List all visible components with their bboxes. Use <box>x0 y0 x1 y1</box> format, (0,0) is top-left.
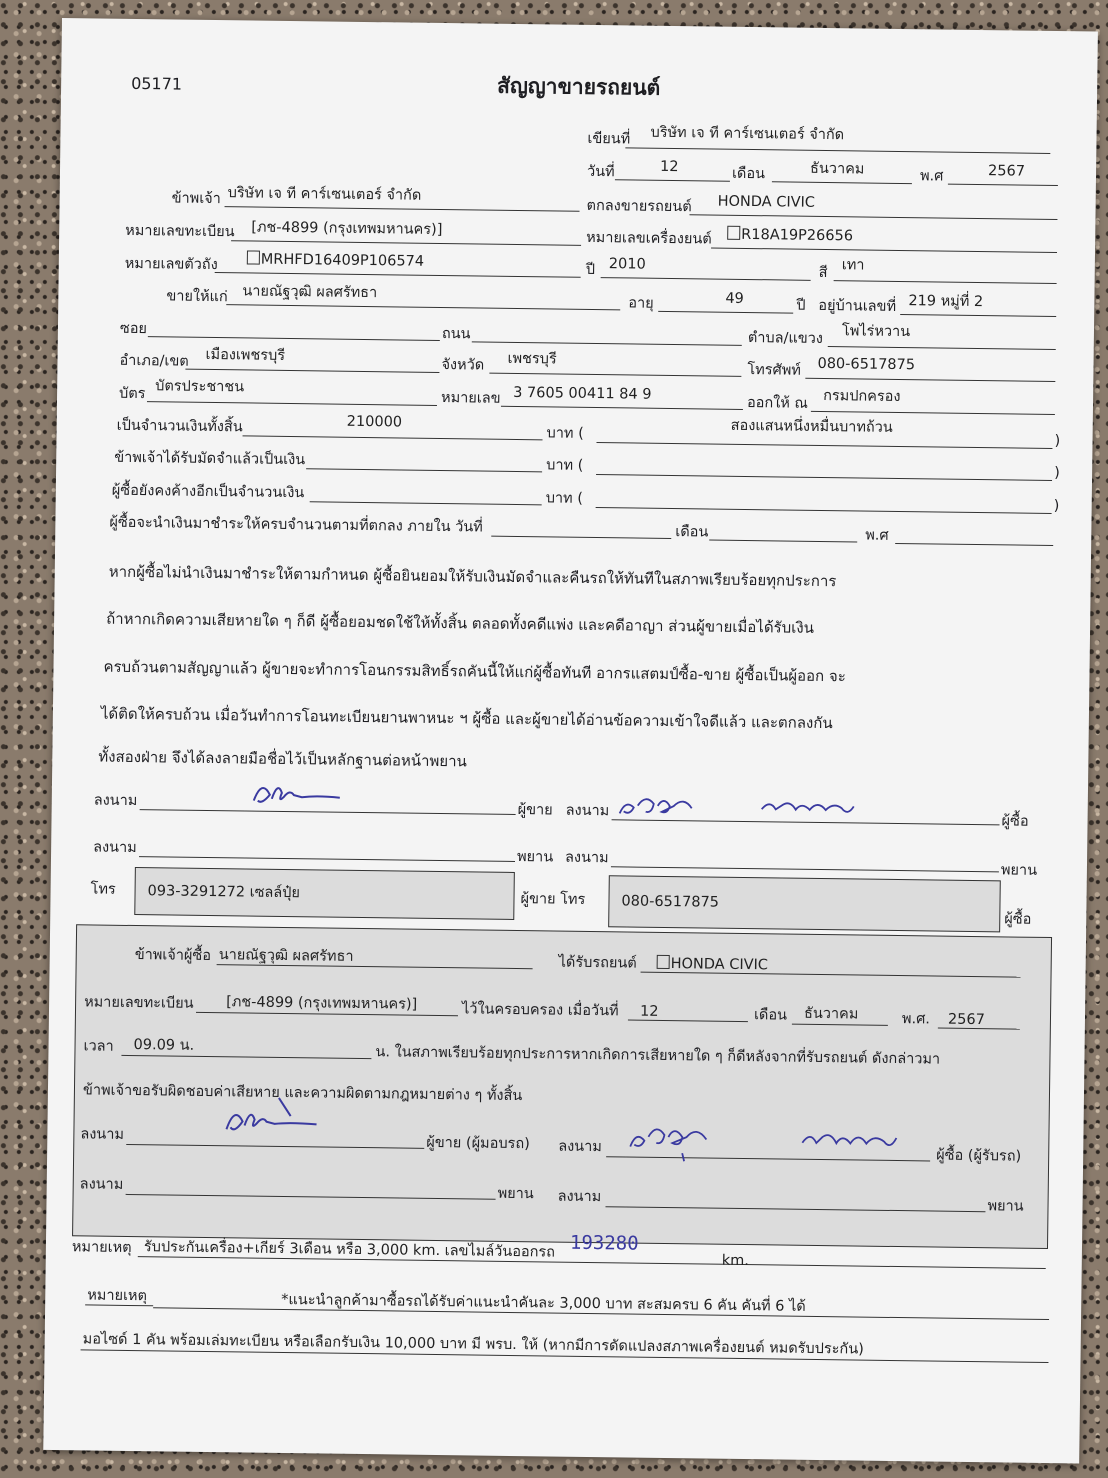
receipt-month-label: เดือน <box>753 1007 788 1024</box>
receipt-car-model: HONDA CIVIC <box>670 956 769 974</box>
subdistrict-line <box>828 346 1056 350</box>
buyer-phone-role-label: ผู้ซื้อ <box>1004 911 1032 928</box>
receipt-witness2-line <box>605 1206 985 1212</box>
card-line <box>147 401 437 406</box>
receipt-seller-signature <box>220 1095 331 1142</box>
witness2-sign-label: ลงนาม <box>564 849 609 867</box>
total-value: 210000 <box>346 413 403 431</box>
chassis-value <box>247 250 424 269</box>
buyer-sign-label: ลงนาม <box>565 802 610 820</box>
car-model-value: HONDA CIVIC <box>717 193 816 211</box>
subdistrict-value: โพไร่หวาน <box>841 323 911 341</box>
seller-signature <box>248 771 359 814</box>
district-value: เมืองเพชรบุรี <box>205 346 286 364</box>
age-value: 49 <box>725 290 744 307</box>
date-day-value: 12 <box>659 158 679 176</box>
written-at-value: บริษัท เจ ที คาร์เซนเตอร์ จำกัด <box>650 124 845 144</box>
receipt-reg-line <box>196 1012 458 1016</box>
receipt-reg-value: [ภช-4899 (กรุงเทพมหานคร)] <box>226 994 418 1013</box>
house-line <box>900 314 1056 317</box>
owing-baht-label: บาท ( <box>545 490 584 507</box>
district-line <box>185 369 439 373</box>
terms-line-1: หากผู้ซื้อไม่นำเงินมาชำระให้ตามกำหนด ผู้ซื้อยินยอมให้รับเงินมัดจำและคืนรถให้ทันทีในสภาพเรียบร้อยทุกประการ <box>108 562 837 591</box>
mileage-value: 193280 <box>569 1231 639 1255</box>
engine-checkbox <box>727 226 740 240</box>
registration-value: [ภช-4899 (กรุงเทพมหานคร)] <box>251 219 443 238</box>
receipt-witness2-role: พยาน <box>987 1198 1024 1215</box>
referral-note-1: *แนะนำลูกค้ามาซื้อรถได้รับค่าแนะนำคันละ 3,000 บาท สะสมครบ 6 คัน คันที่ 6 ได้ <box>281 1291 806 1315</box>
owing-words-line <box>596 507 1052 514</box>
written-at-line <box>625 147 1050 154</box>
note-line-1 <box>138 1252 1046 1270</box>
province-line <box>489 373 741 377</box>
deposit-close-paren: ) <box>1054 465 1060 482</box>
receipt-year-value: 2567 <box>947 1011 985 1029</box>
card-number-line <box>501 406 743 410</box>
receipt-month-value: ธันวาคม <box>803 1005 859 1023</box>
registration-label: หมายเลขทะเบียน <box>125 222 235 241</box>
phone-label: โทรศัพท์ <box>747 362 802 379</box>
pay-by-month-label: เดือน <box>675 524 709 541</box>
engine-number: R18A19P26656 <box>741 226 854 245</box>
month-value: ธันวาคม <box>809 160 865 178</box>
seller-role-label: ผู้ขาย <box>517 802 553 819</box>
terms-line-3: ครบถ้วนตามสัญญาแล้ว ผู้ขายจะทำการโอนกรรมสิทธิ์รถคันนี้ให้แก่ผู้ซื้อทันที อากรแสตมป์ซื้อ-ขาย ผู้ซื้อเป็นผู้ออก จะ <box>103 657 846 686</box>
year-line <box>948 184 1058 186</box>
color-value: เทา <box>841 257 865 274</box>
owing-close-paren: ) <box>1053 498 1060 515</box>
referral-note-2: มอไซด์ 1 คัน พร้อมเล่มทะเบียน หรือเลือกรับเงิน 10,000 บาท มี พรบ. ให้ (หากมีการดัดแปลงสภาพเครื่องยนต์ หมดรับประกัน) <box>82 1331 864 1358</box>
receipt-seller-role: ผู้ขาย (ผู้มอบรถ) <box>426 1134 530 1153</box>
pay-by-label: ผู้ซื้อจะนำเงินมาชำระให้ครบจำนวนตามที่ตกลง ภายใน วันที่ <box>109 514 483 536</box>
buyer-signature <box>611 783 882 831</box>
road-label: ถนน <box>441 326 471 343</box>
agree-sell-label: ตกลงขายรถยนต์ <box>586 197 692 216</box>
province-label: จังหวัด <box>441 356 485 374</box>
receipt-received-label: ได้รับรถยนต์ <box>558 954 637 972</box>
age-label: อายุ <box>628 295 654 312</box>
receipt-buyer-line <box>217 964 533 969</box>
receipt-car-line <box>641 972 1021 978</box>
written-at-label: เขียนที่ <box>587 130 631 148</box>
mileage-unit: km. <box>721 1252 750 1270</box>
card-number-value: 3 7605 00411 84 9 <box>513 384 652 403</box>
buyer-name-line <box>226 304 620 310</box>
receipt-box <box>72 924 1052 1249</box>
note-label-1: หมายเหตุ <box>71 1239 132 1257</box>
total-label: เป็นจำนวนเงินทั้งสิ้น <box>116 417 243 436</box>
color-line <box>834 280 1057 284</box>
issued-by-line <box>811 411 1055 415</box>
month-line <box>772 181 912 184</box>
soi-label: ซอย <box>119 320 148 338</box>
receipt-month-line <box>792 1024 888 1026</box>
seller-phone-box <box>134 867 515 920</box>
buyer-role-label: ผู้ซื้อ <box>1001 813 1029 830</box>
receipt-car-value <box>657 955 769 973</box>
registration-line <box>231 240 581 246</box>
receipt-time-label: เวลา <box>83 1038 114 1055</box>
sell-to-label: ขายให้แก่ <box>166 288 228 306</box>
note-label-2: หมายเหตุ <box>87 1287 148 1305</box>
seller-line <box>225 206 580 212</box>
seller-phone-value: 093-3291272 เซลล์ปุ๋ย <box>147 883 301 902</box>
issued-by-label: ออกให้ ณ <box>746 395 809 412</box>
receipt-day-value: 12 <box>639 1003 659 1020</box>
deposit-label: ข้าพเจ้าได้รับมัดจำแล้วเป็นเงิน <box>114 449 306 469</box>
phone-box-label: โทร <box>90 881 116 898</box>
receipt-time-value: 09.09 น. <box>133 1037 195 1054</box>
total-baht-label: บาท ( <box>546 425 584 442</box>
receipt-witness1-line <box>126 1194 496 1200</box>
month-label: เดือน <box>731 165 766 183</box>
color-label: สี <box>818 264 828 282</box>
model-year-line <box>601 277 811 281</box>
terms-line-4: ได้ติดให้ครบถ้วน เมื่อวันทำการโอนทะเบียนยานพาหนะ ฯ ผู้ซื้อ และผู้ขายได้อ่านข้อความเข้าใจดีแล้ว และตกลงกัน <box>100 704 833 733</box>
age-line <box>658 311 793 314</box>
engine-value <box>727 226 853 244</box>
contract-paper <box>43 18 1098 1463</box>
receipt-buyer-label: ข้าพเจ้าผู้ซื้อ <box>134 947 212 965</box>
date-line <box>615 179 730 182</box>
pay-by-year-line <box>895 543 1053 546</box>
receipt-witness1-sign-label: ลงนาม <box>79 1176 124 1193</box>
car-line <box>689 214 1057 220</box>
receipt-seller-sign-line <box>126 1144 424 1149</box>
seller-name-value: บริษัท เจ ที คาร์เซนเตอร์ จำกัด <box>227 185 422 204</box>
model-year-label: ปี <box>585 261 596 278</box>
receipt-witness2-sign-label: ลงนาม <box>557 1188 602 1206</box>
total-words-line <box>596 442 1052 449</box>
witness1-role-label: พยาน <box>516 849 554 866</box>
receipt-buyer-sign-label: ลงนาม <box>558 1138 602 1156</box>
seller-phone-label: ผู้ขาย โทร <box>520 891 586 908</box>
witness1-sign-label: ลงนาม <box>93 839 137 857</box>
terms-line-2: ถ้าหากเกิดความเสียหายใด ๆ ก็ดี ผู้ซื้อยอมชดใช้ให้ทั้งสิ้น ตลอดทั้งคดีแพ่ง และคดีอาญา ส่วนผู้ขายเมื่อได้รับเงิน <box>106 609 815 637</box>
receipt-reg-label: หมายเลขทะเบียน <box>84 994 194 1012</box>
total-close-paren: ) <box>1054 433 1061 450</box>
total-words-value: สองแสนหนึ่งหมื่นบาทถ้วน <box>730 417 893 436</box>
buyer-name-value: นายณัฐวุฒิ ผลศรัทธา <box>242 283 378 302</box>
receipt-seller-sign-label: ลงนาม <box>80 1126 125 1143</box>
buyer-phone-value: 080-6517875 <box>621 893 720 911</box>
year-value: 2567 <box>987 163 1026 180</box>
receipt-witness1-role: พยาน <box>497 1185 534 1203</box>
district-label: อำเภอ/เขต <box>119 352 189 370</box>
engine-line <box>711 248 1057 254</box>
soi-line <box>148 336 440 341</box>
engine-label: หมายเลขเครื่องยนต์ <box>586 229 712 248</box>
receipt-day-line <box>628 1019 748 1022</box>
age-unit-label: ปี <box>796 297 806 314</box>
receipt-time-line <box>121 1055 371 1059</box>
province-value: เพชรบุรี <box>507 350 557 368</box>
chassis-number: MRHFD16409P106574 <box>260 251 425 270</box>
owing-label: ผู้ซื้อยังคงค้างอีกเป็นจำนวนเงิน <box>111 482 305 502</box>
warranty-note: รับประกันเครื่อง+เกียร์ 3เดือน หรือ 3,000 km. เลขไมล์วันออกรถ <box>143 1239 556 1261</box>
witness2-sign-line <box>611 866 999 872</box>
receipt-condition-1: น. ในสภาพเรียบร้อยทุกประการหากเกิดการเสียหายใด ๆ ก็ดีหลังจากที่รับรถยนต์ ดังกล่าวมา <box>375 1044 941 1068</box>
card-number-label: หมายเลข <box>440 389 501 407</box>
seller-sign-label: ลงนาม <box>93 792 138 810</box>
phone-value: 080-6517875 <box>817 355 916 374</box>
receipt-year-label: พ.ศ. <box>901 1011 931 1028</box>
receipt-buyer-name: นายณัฐวุฒิ ผลศรัทธา <box>218 947 354 965</box>
buyer-phone-box <box>608 875 1001 932</box>
witness1-sign-line <box>139 856 515 862</box>
receipt-condition-2: ข้าพเจ้าขอรับผิดชอบค่าเสียหาย และความผิดตามกฎหมายต่าง ๆ ทั้งสิ้น <box>82 1082 523 1105</box>
phone-line <box>805 378 1055 382</box>
house-value: 219 หมู่ที่ 2 <box>908 293 984 311</box>
year-label: พ.ศ <box>919 168 944 185</box>
note-label-2-underline <box>85 1304 153 1306</box>
receipt-car-checkbox <box>657 955 670 969</box>
total-line <box>243 435 543 440</box>
receipt-possession-label: ไว้ในครอบครอง เมื่อวันที่ <box>461 1001 619 1020</box>
receipt-buyer-signature <box>622 1112 923 1166</box>
chassis-checkbox <box>247 250 260 264</box>
document-title: สัญญาขายรถยนต์ <box>496 73 661 100</box>
deposit-words-line <box>596 474 1052 481</box>
pay-by-month-line <box>709 540 857 543</box>
card-label: บัตร <box>118 385 146 403</box>
receipt-buyer-role: ผู้ซื้อ (ผู้รับรถ) <box>936 1147 1022 1165</box>
card-type-value: บัตรประชาชน <box>155 378 245 396</box>
model-year-value: 2010 <box>608 256 646 273</box>
owing-line <box>310 501 542 505</box>
issued-by-value: กรมปกครอง <box>823 387 901 406</box>
deposit-line <box>306 468 542 472</box>
terms-line-5: ทั้งสองฝ่าย จึงได้ลงลายมือชื่อไว้เป็นหลักฐานต่อหน้าพยาน <box>98 747 467 771</box>
road-line <box>472 341 742 346</box>
witness2-role-label: พยาน <box>1000 862 1038 879</box>
pay-by-day-line <box>491 536 671 539</box>
chassis-line <box>215 272 581 278</box>
deposit-baht-label: บาท ( <box>546 457 584 474</box>
seller-label: ข้าพเจ้า <box>171 190 221 208</box>
document-number: 05171 <box>131 73 183 94</box>
house-label: อยู่บ้านเลขที่ <box>818 297 897 315</box>
chassis-label: หมายเลขตัวถัง <box>124 255 218 274</box>
subdistrict-label: ตำบล/แขวง <box>747 330 823 347</box>
pay-by-year-label: พ.ศ <box>865 527 889 544</box>
date-label: วันที่ <box>586 163 615 181</box>
